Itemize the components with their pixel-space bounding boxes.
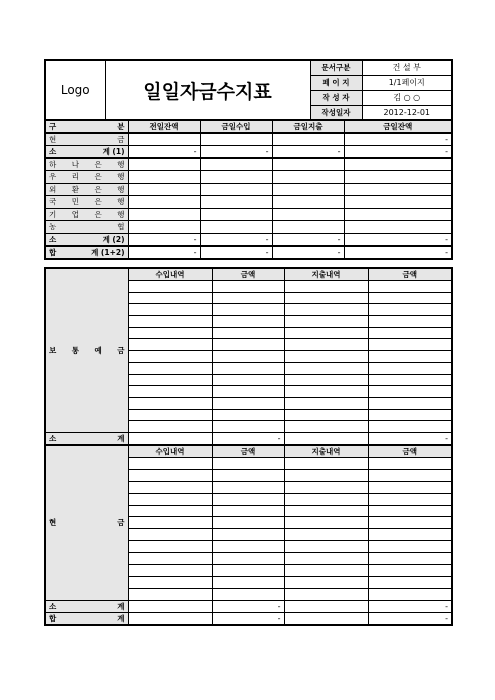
summary-cell xyxy=(128,183,200,196)
meta-label: 문서구분 xyxy=(310,60,362,75)
detail-section-label-char: 통 xyxy=(71,345,79,355)
summary-row-label-char: 하 xyxy=(49,160,57,169)
summary-row-label-char: 나 xyxy=(71,160,79,169)
detail-cell xyxy=(368,281,452,293)
summary-row-label-char: 행 xyxy=(117,209,125,219)
detail-cell xyxy=(128,505,212,517)
summary-row-label-char: 기 xyxy=(49,209,57,219)
detail-cell xyxy=(212,304,284,316)
detail-cell xyxy=(284,493,368,505)
detail-cell xyxy=(128,469,212,481)
detail-cell xyxy=(368,553,452,565)
detail-cell xyxy=(212,493,284,505)
detail-cell xyxy=(128,327,212,339)
detail-cell xyxy=(212,386,284,398)
detail-cell xyxy=(128,541,212,553)
summary-cell: - xyxy=(128,146,200,159)
detail-cell xyxy=(212,351,284,363)
summary-cell xyxy=(344,171,452,184)
summary-row-label xyxy=(45,171,128,184)
detail-cell xyxy=(284,362,368,374)
summary-cell xyxy=(128,196,200,209)
detail-subtotal-label xyxy=(45,600,128,613)
detail-cell xyxy=(128,588,212,600)
summary-header: 금일지출 xyxy=(272,120,344,133)
detail-cell xyxy=(128,493,212,505)
detail-total-cell xyxy=(284,613,368,626)
meta-value: 건 설 부 xyxy=(362,60,452,75)
summary-row-label xyxy=(45,221,128,234)
detail-cell xyxy=(284,576,368,588)
detail-cell xyxy=(212,588,284,600)
detail-subtotal-value: - xyxy=(212,432,284,445)
summary-cell xyxy=(128,208,200,221)
detail-cell xyxy=(368,457,452,469)
detail-cell xyxy=(368,564,452,576)
detail-cell xyxy=(284,564,368,576)
summary-row-label-part: 계 (2) xyxy=(102,234,125,244)
summary-row-label-char: 은 xyxy=(94,197,102,207)
detail-cell xyxy=(368,304,452,316)
summary-row-label-char: 은 xyxy=(94,184,102,194)
detail-cell xyxy=(284,292,368,304)
detail-cell xyxy=(212,529,284,541)
summary-cell xyxy=(344,196,452,209)
summary-row-label-part: 합 xyxy=(49,247,57,257)
detail-cell xyxy=(284,505,368,517)
detail-cell xyxy=(212,457,284,469)
summary-cell xyxy=(200,158,272,171)
summary-cell xyxy=(200,171,272,184)
detail-column-header: 금액 xyxy=(368,445,452,458)
detail-cell xyxy=(128,553,212,565)
header-table xyxy=(44,59,453,121)
summary-row-label-part: 금 xyxy=(117,135,125,144)
summary-cell: - xyxy=(272,233,344,246)
detail-cell xyxy=(212,517,284,529)
detail-cell xyxy=(284,327,368,339)
detail-cell xyxy=(128,481,212,493)
summary-cell xyxy=(272,171,344,184)
summary-header: 금일수입 xyxy=(200,120,272,133)
detail-cell xyxy=(212,362,284,374)
detail-cell xyxy=(212,327,284,339)
detail-cell xyxy=(284,281,368,293)
summary-row-label-char: 은 xyxy=(94,160,102,169)
detail-subtotal-label-part: 계 xyxy=(117,433,125,443)
detail-cell xyxy=(128,517,212,529)
summary-cell: - xyxy=(128,246,200,259)
summary-cell: - xyxy=(344,246,452,259)
summary-cell xyxy=(128,221,200,234)
detail-cell xyxy=(212,397,284,409)
detail-cell xyxy=(368,409,452,421)
detail-cell xyxy=(212,339,284,351)
detail-cell xyxy=(128,457,212,469)
summary-cell xyxy=(344,158,452,171)
detail-cell xyxy=(284,351,368,363)
detail-cell xyxy=(368,493,452,505)
summary-row-label-part: 계 (1+2) xyxy=(91,247,125,257)
detail-cell xyxy=(368,421,452,433)
detail-cell xyxy=(284,517,368,529)
summary-cell xyxy=(200,221,272,234)
detail-cell xyxy=(368,351,452,363)
detail-total-label-part: 계 xyxy=(117,614,125,624)
detail-cell xyxy=(368,316,452,328)
summary-row-label xyxy=(45,158,128,171)
detail-table xyxy=(44,267,453,626)
summary-cell xyxy=(272,221,344,234)
summary-row-label-char: 행 xyxy=(117,184,125,194)
detail-cell xyxy=(284,529,368,541)
summary-cell xyxy=(200,183,272,196)
detail-cell xyxy=(284,339,368,351)
detail-cell xyxy=(368,541,452,553)
detail-cell xyxy=(368,327,452,339)
summary-cell: - xyxy=(344,233,452,246)
detail-cell xyxy=(128,564,212,576)
detail-total-value: - xyxy=(368,613,452,626)
detail-cell xyxy=(284,588,368,600)
detail-cell xyxy=(212,576,284,588)
detail-cell xyxy=(212,505,284,517)
detail-section-label-char: 금 xyxy=(117,518,125,528)
summary-cell xyxy=(128,158,200,171)
summary-row-label-part: 계 (1) xyxy=(102,147,125,156)
detail-subtotal-label xyxy=(45,432,128,445)
detail-cell xyxy=(212,421,284,433)
detail-cell xyxy=(284,409,368,421)
summary-cell xyxy=(344,208,452,221)
detail-cell xyxy=(128,316,212,328)
detail-cell xyxy=(368,374,452,386)
detail-cell xyxy=(128,397,212,409)
detail-column-header: 수입내역 xyxy=(128,268,212,281)
detail-cell xyxy=(212,481,284,493)
detail-cell xyxy=(284,481,368,493)
summary-row-label-char: 리 xyxy=(71,172,79,182)
summary-row-label-char: 은 xyxy=(94,172,102,182)
summary-cell xyxy=(200,196,272,209)
summary-row-label xyxy=(45,183,128,196)
summary-row-label xyxy=(45,246,128,259)
detail-subtotal-value: - xyxy=(212,600,284,613)
detail-cell xyxy=(212,541,284,553)
summary-table xyxy=(44,119,453,260)
detail-cell xyxy=(128,292,212,304)
meta-label: 작 성 자 xyxy=(310,90,362,105)
summary-row-label-char: 우 xyxy=(49,172,57,182)
detail-cell xyxy=(212,316,284,328)
detail-cell xyxy=(212,469,284,481)
detail-cell xyxy=(128,529,212,541)
detail-subtotal-value: - xyxy=(368,600,452,613)
detail-cell xyxy=(284,316,368,328)
detail-cell xyxy=(284,553,368,565)
detail-cell xyxy=(212,374,284,386)
summary-cell xyxy=(272,208,344,221)
detail-subtotal-cell xyxy=(284,432,368,445)
summary-row-label xyxy=(45,133,128,146)
detail-cell xyxy=(284,421,368,433)
detail-subtotal-label-part: 계 xyxy=(117,601,125,611)
detail-total-label xyxy=(45,613,128,626)
summary-cell: - xyxy=(344,146,452,159)
detail-cell xyxy=(128,351,212,363)
summary-row-label-part: 농 xyxy=(49,222,57,232)
summary-cell: - xyxy=(128,233,200,246)
summary-row-label-char: 행 xyxy=(117,172,125,182)
detail-cell xyxy=(128,386,212,398)
detail-cell xyxy=(368,588,452,600)
summary-row-label-part: 소 xyxy=(49,147,57,156)
detail-cell xyxy=(368,517,452,529)
detail-column-header: 금액 xyxy=(212,445,284,458)
detail-cell xyxy=(284,374,368,386)
detail-cell xyxy=(128,409,212,421)
detail-cell xyxy=(284,541,368,553)
detail-cell xyxy=(128,576,212,588)
summary-cell xyxy=(128,133,200,146)
detail-total-cell xyxy=(128,613,212,626)
detail-total-value: - xyxy=(212,613,284,626)
summary-cell: - xyxy=(272,246,344,259)
meta-label: 작성일자 xyxy=(310,105,362,120)
detail-cell xyxy=(128,339,212,351)
summary-row-label-char: 은 xyxy=(94,209,102,219)
summary-row-label-part: 현 xyxy=(49,135,57,144)
detail-subtotal-cell xyxy=(284,600,368,613)
meta-value: 2012-12-01 xyxy=(362,105,452,120)
detail-cell xyxy=(368,386,452,398)
summary-cell: - xyxy=(344,133,452,146)
detail-cell xyxy=(128,304,212,316)
summary-header: 전일잔액 xyxy=(128,120,200,133)
detail-cell xyxy=(368,469,452,481)
summary-row-label-char: 국 xyxy=(49,197,57,207)
summary-cell: - xyxy=(200,146,272,159)
detail-section-label-char: 현 xyxy=(49,518,57,528)
detail-cell xyxy=(212,292,284,304)
detail-subtotal-value: - xyxy=(368,432,452,445)
detail-subtotal-cell xyxy=(128,600,212,613)
summary-cell: - xyxy=(200,246,272,259)
detail-section-label xyxy=(45,268,128,432)
summary-cell xyxy=(344,221,452,234)
summary-row-label xyxy=(45,208,128,221)
detail-cell xyxy=(284,469,368,481)
detail-column-header: 금액 xyxy=(212,268,284,281)
page-title: 일일자금수지표 xyxy=(105,60,310,120)
summary-cell xyxy=(272,158,344,171)
detail-section-label-char: 예 xyxy=(94,345,102,355)
meta-value: 1/1페이지 xyxy=(362,75,452,90)
detail-cell xyxy=(284,457,368,469)
detail-cell xyxy=(128,362,212,374)
summary-cell xyxy=(272,133,344,146)
detail-cell xyxy=(368,362,452,374)
detail-cell xyxy=(284,386,368,398)
detail-cell xyxy=(368,292,452,304)
detail-column-header: 지출내역 xyxy=(284,445,368,458)
detail-cell xyxy=(212,409,284,421)
detail-total-label-part: 합 xyxy=(49,614,57,624)
detail-cell xyxy=(368,576,452,588)
summary-cell xyxy=(200,133,272,146)
summary-row-label-char: 행 xyxy=(117,160,125,169)
detail-cell xyxy=(368,339,452,351)
detail-subtotal-cell xyxy=(128,432,212,445)
detail-cell xyxy=(128,374,212,386)
summary-header-category: 구 분 xyxy=(45,120,128,133)
summary-row-label-part: 소 xyxy=(49,234,57,244)
detail-column-header: 금액 xyxy=(368,268,452,281)
summary-cell xyxy=(344,183,452,196)
detail-cell xyxy=(368,397,452,409)
detail-subtotal-label-part: 소 xyxy=(49,433,57,443)
detail-cell xyxy=(284,397,368,409)
meta-label: 페 이 지 xyxy=(310,75,362,90)
detail-section-label-char: 보 xyxy=(49,345,57,355)
logo: Logo xyxy=(45,60,105,120)
summary-cell xyxy=(128,171,200,184)
detail-subtotal-label-part: 소 xyxy=(49,601,57,611)
summary-header: 금일잔액 xyxy=(344,120,452,133)
summary-row-label xyxy=(45,233,128,246)
detail-cell xyxy=(128,421,212,433)
summary-row-label xyxy=(45,146,128,159)
summary-cell: - xyxy=(272,146,344,159)
summary-cell: - xyxy=(200,233,272,246)
summary-row-label xyxy=(45,196,128,209)
detail-cell xyxy=(368,529,452,541)
summary-row-label-char: 행 xyxy=(117,197,125,207)
summary-row-label-char: 업 xyxy=(71,209,79,219)
detail-cell xyxy=(284,304,368,316)
summary-row-label-char: 환 xyxy=(71,184,79,194)
detail-cell xyxy=(128,281,212,293)
detail-section-label-char: 금 xyxy=(117,345,125,355)
summary-cell xyxy=(200,208,272,221)
detail-cell xyxy=(212,281,284,293)
summary-row-label-part: 협 xyxy=(117,222,125,232)
meta-value: 김 ○ ○ xyxy=(362,90,452,105)
detail-cell xyxy=(368,505,452,517)
detail-column-header: 지출내역 xyxy=(284,268,368,281)
summary-row-label-char: 민 xyxy=(71,197,79,207)
summary-cell xyxy=(272,183,344,196)
detail-cell xyxy=(212,564,284,576)
summary-cell xyxy=(272,196,344,209)
detail-column-header: 수입내역 xyxy=(128,445,212,458)
detail-cell xyxy=(368,481,452,493)
detail-section-label xyxy=(45,445,128,600)
summary-row-label-char: 외 xyxy=(49,184,57,194)
detail-cell xyxy=(212,553,284,565)
